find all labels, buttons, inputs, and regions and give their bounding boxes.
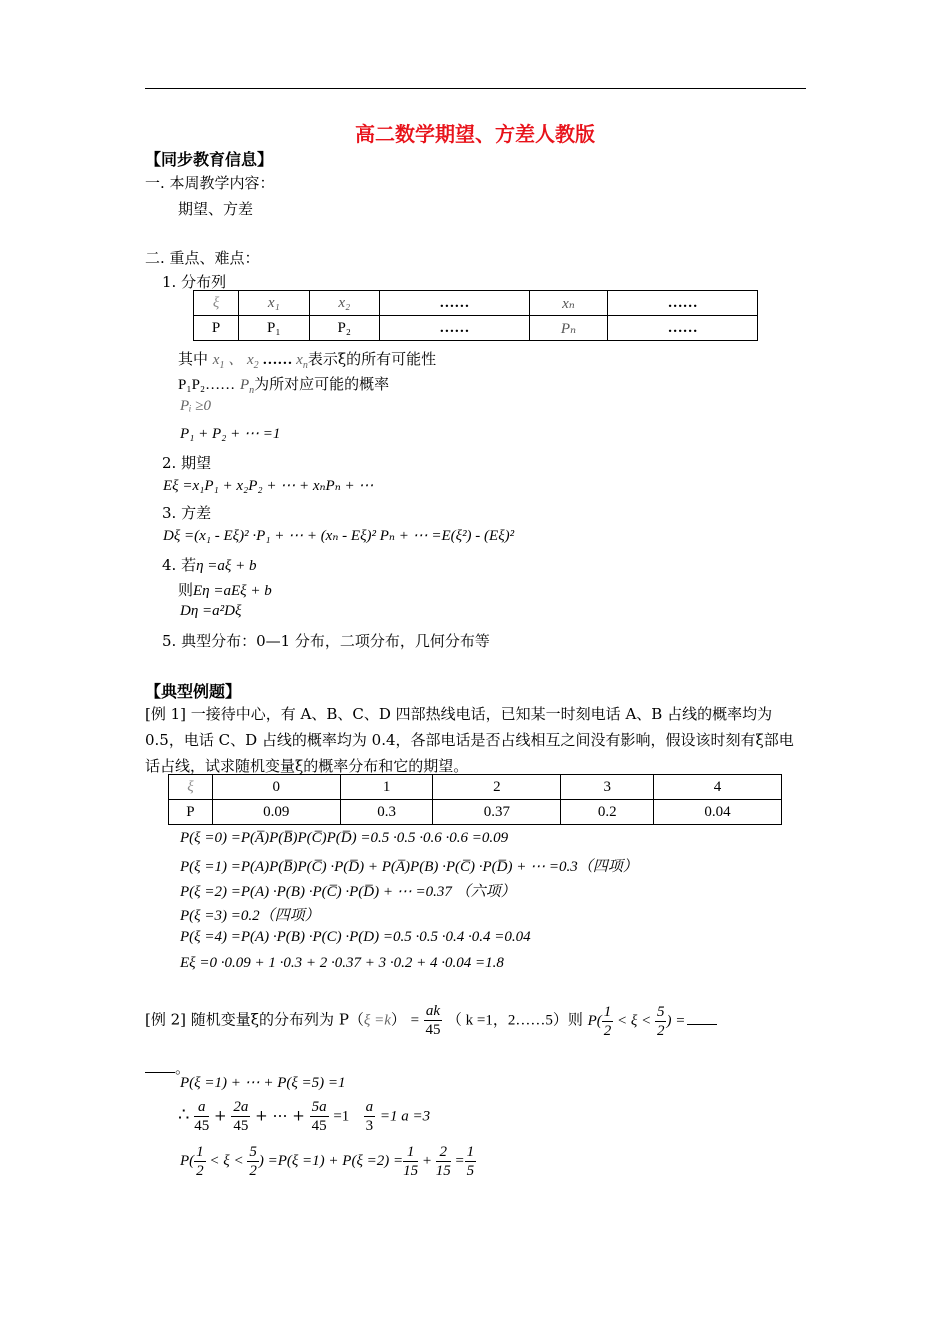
- table-cell: Pₙ: [529, 316, 608, 341]
- note1-vars: $x_1$ 、 $x_2$ …… $x_n$: [212, 352, 308, 371]
- example1-line-p0: P(ξ =0) =P(A̅)P(B̅)P(C̅)P(D̅) =0.5 ·0.5 ·0.6 ·0.6 =0.09: [180, 830, 509, 846]
- table-cell: 0: [212, 775, 340, 800]
- item1-content: 期望、方差: [178, 200, 254, 218]
- example1-text: [例 1] 一接待中心，有 A、B、C、D 四部热线电话，已知某一时刻电话 A、B 占线的概率均为 0.5，电话 C、D 占线的概率均为 0.4，各部电话是否占线相互之间没有影响，假设该时刻有ξ部电话占线，试求随机变量ξ的概率分布和它的期望。: [145, 705, 794, 775]
- table-row: [169, 800, 782, 825]
- table-cell: x₁: [239, 291, 309, 316]
- table-cell: 3: [561, 775, 654, 800]
- note2-suffix: 为所对应可能的概率: [254, 375, 390, 393]
- example2-fraction: [424, 1002, 442, 1039]
- example2-period: 。: [175, 1059, 191, 1077]
- example2-condition: ξ =k: [363, 1012, 391, 1029]
- sub5-typical-distributions: 5. 典型分布：0—1 分布，二项分布，几何分布等: [162, 632, 490, 650]
- note1-suffix: 表示ξ的所有可能性: [307, 350, 437, 368]
- table-cell: 4: [654, 775, 782, 800]
- note2-pn: $P_n$: [239, 377, 255, 396]
- table-cell: ……: [608, 291, 758, 316]
- table-cell: ……: [379, 316, 529, 341]
- item1-label: 一. 本周教学内容：: [145, 174, 275, 192]
- section-heading-sync: 【同步教育信息】: [145, 150, 274, 169]
- table-row: [194, 291, 758, 316]
- table-row: [194, 316, 758, 341]
- example2-solution-a: =1 a =3: [379, 1108, 431, 1125]
- example1-line-p4: P(ξ =4) =P(A) ·P(B) ·P(C) ·P(D) =0.5 ·0.5 ·0.4 ·0.4 =0.04: [180, 929, 531, 945]
- example2-mid: ）: [390, 1010, 406, 1029]
- table-cell: ξ: [194, 291, 239, 316]
- item2-label: 二. 重点、难点：: [145, 249, 260, 267]
- answer-blank[interactable]: [687, 1024, 717, 1025]
- sub4-label: 4. 若: [162, 556, 197, 574]
- table-cell: P₂: [309, 316, 379, 341]
- table-cell: P: [194, 316, 239, 341]
- note1-prefix: 其中: [178, 350, 209, 368]
- section-heading-examples: 【典型例题】: [145, 682, 242, 701]
- example2-range: （ k =1，2……5）则: [446, 1012, 583, 1029]
- example2-text: [例 2] 随机变量ξ的分布列为 P（ξ =k） = $\frac{ak}{45}$ （ k =1，2……5）则 P( $\frac{1}{2}$ < ξ < $\frac{5}{2}$ ) =: [145, 1002, 717, 1040]
- table-cell: P: [169, 800, 213, 825]
- condition-sum: P₁ + P₂ + ⋯ =1: [180, 426, 281, 442]
- fraction-denominator: 45: [425, 1022, 441, 1038]
- table-cell: ξ: [169, 775, 213, 800]
- example2-solution-line3: P( $\frac{1}{2}$ < ξ < $\frac{5}{2}$ ) =P(ξ =1) + P(ξ =2) = $\frac{1}{15}$ + $\frac{2}{15}$ = $\frac{1}{5}$: [180, 1144, 475, 1179]
- note1: [178, 348, 436, 371]
- sub4-expectation: Eη =aEξ + b: [193, 583, 272, 599]
- table-cell: ……: [608, 316, 758, 341]
- table-cell: 0.3: [340, 800, 433, 825]
- table-cell: 1: [340, 775, 433, 800]
- therefore-symbol: ∴: [178, 1104, 190, 1126]
- example1-line-p2: P(ξ =2) =P(A) ·P(B) ·P(C̅) ·P(D̅) + ⋯ =0.37 （六项）: [180, 884, 516, 900]
- variance-formula: Dξ =(x₁ - Eξ)² ·P₁ + ⋯ + (xₙ - Eξ)² Pₙ + ⋯ =E(ξ²) - (Eξ)²: [163, 528, 515, 544]
- table-cell: 2: [433, 775, 561, 800]
- example1-table: [168, 774, 782, 825]
- example2-target-prob: P( $\frac{1}{2}$ < ξ < $\frac{5}{2}$ ) =: [587, 1003, 686, 1039]
- example2-solution-line1: P(ξ =1) + ⋯ + P(ξ =5) =1: [180, 1075, 346, 1091]
- table-cell: ……: [379, 291, 529, 316]
- sub1-label: 1. 分布列: [162, 273, 227, 291]
- sub3-label: 3. 方差: [162, 504, 212, 522]
- sub4-condition: η =aξ + b: [196, 558, 257, 574]
- table-cell: 0.37: [433, 800, 561, 825]
- note2: [178, 373, 389, 396]
- fraction-numerator: ak: [425, 1003, 441, 1019]
- table-row: [169, 775, 782, 800]
- sub2-label: 2. 期望: [162, 454, 212, 472]
- table-cell: 0.2: [561, 800, 654, 825]
- header-rule: [145, 88, 806, 89]
- sub4-line: [162, 554, 256, 575]
- distribution-table: [193, 290, 758, 341]
- note2-prefix: P₁P₂……: [178, 377, 236, 393]
- example2-solution-line2: ∴ $\frac{a}{45}$ + $\frac{2a}{45}$ + ⋯ + $\frac{5a}{45}$ =1 $\frac{a}{3}$ =1 a =3: [178, 1099, 431, 1134]
- sub4-variance: Dη =a²Dξ: [180, 603, 242, 619]
- table-cell: 0.09: [212, 800, 340, 825]
- example2-prefix: [例 2] 随机变量ξ的分布列为 P（: [145, 1010, 364, 1029]
- sub4-then-line: [178, 579, 272, 600]
- condition-nonneg: Pᵢ ≥0: [180, 398, 212, 414]
- table-cell: xₙ: [529, 291, 608, 316]
- expectation-formula: Eξ =x₁P₁ + x₂P₂ + ⋯ + xₙPₙ + ⋯: [163, 478, 374, 494]
- page-title: 高二数学期望、方差人教版: [355, 122, 595, 146]
- table-cell: P₁: [239, 316, 309, 341]
- example1-line-p3: P(ξ =3) =0.2（四项）: [180, 908, 320, 924]
- example1-expectation: Eξ =0 ·0.09 + 1 ·0.3 + 2 ·0.37 + 3 ·0.2 + 4 ·0.04 =1.8: [180, 955, 504, 971]
- table-cell: 0.04: [654, 800, 782, 825]
- table-cell: x₂: [309, 291, 379, 316]
- example1-line-p1: P(ξ =1) =P(A)P(B̅)P(C̅) ·P(D̅) + P(A̅)P(B) ·P(C̅) ·P(D̅) + ⋯ =0.3（四项）: [180, 859, 638, 875]
- sub4-then: 则: [178, 581, 194, 599]
